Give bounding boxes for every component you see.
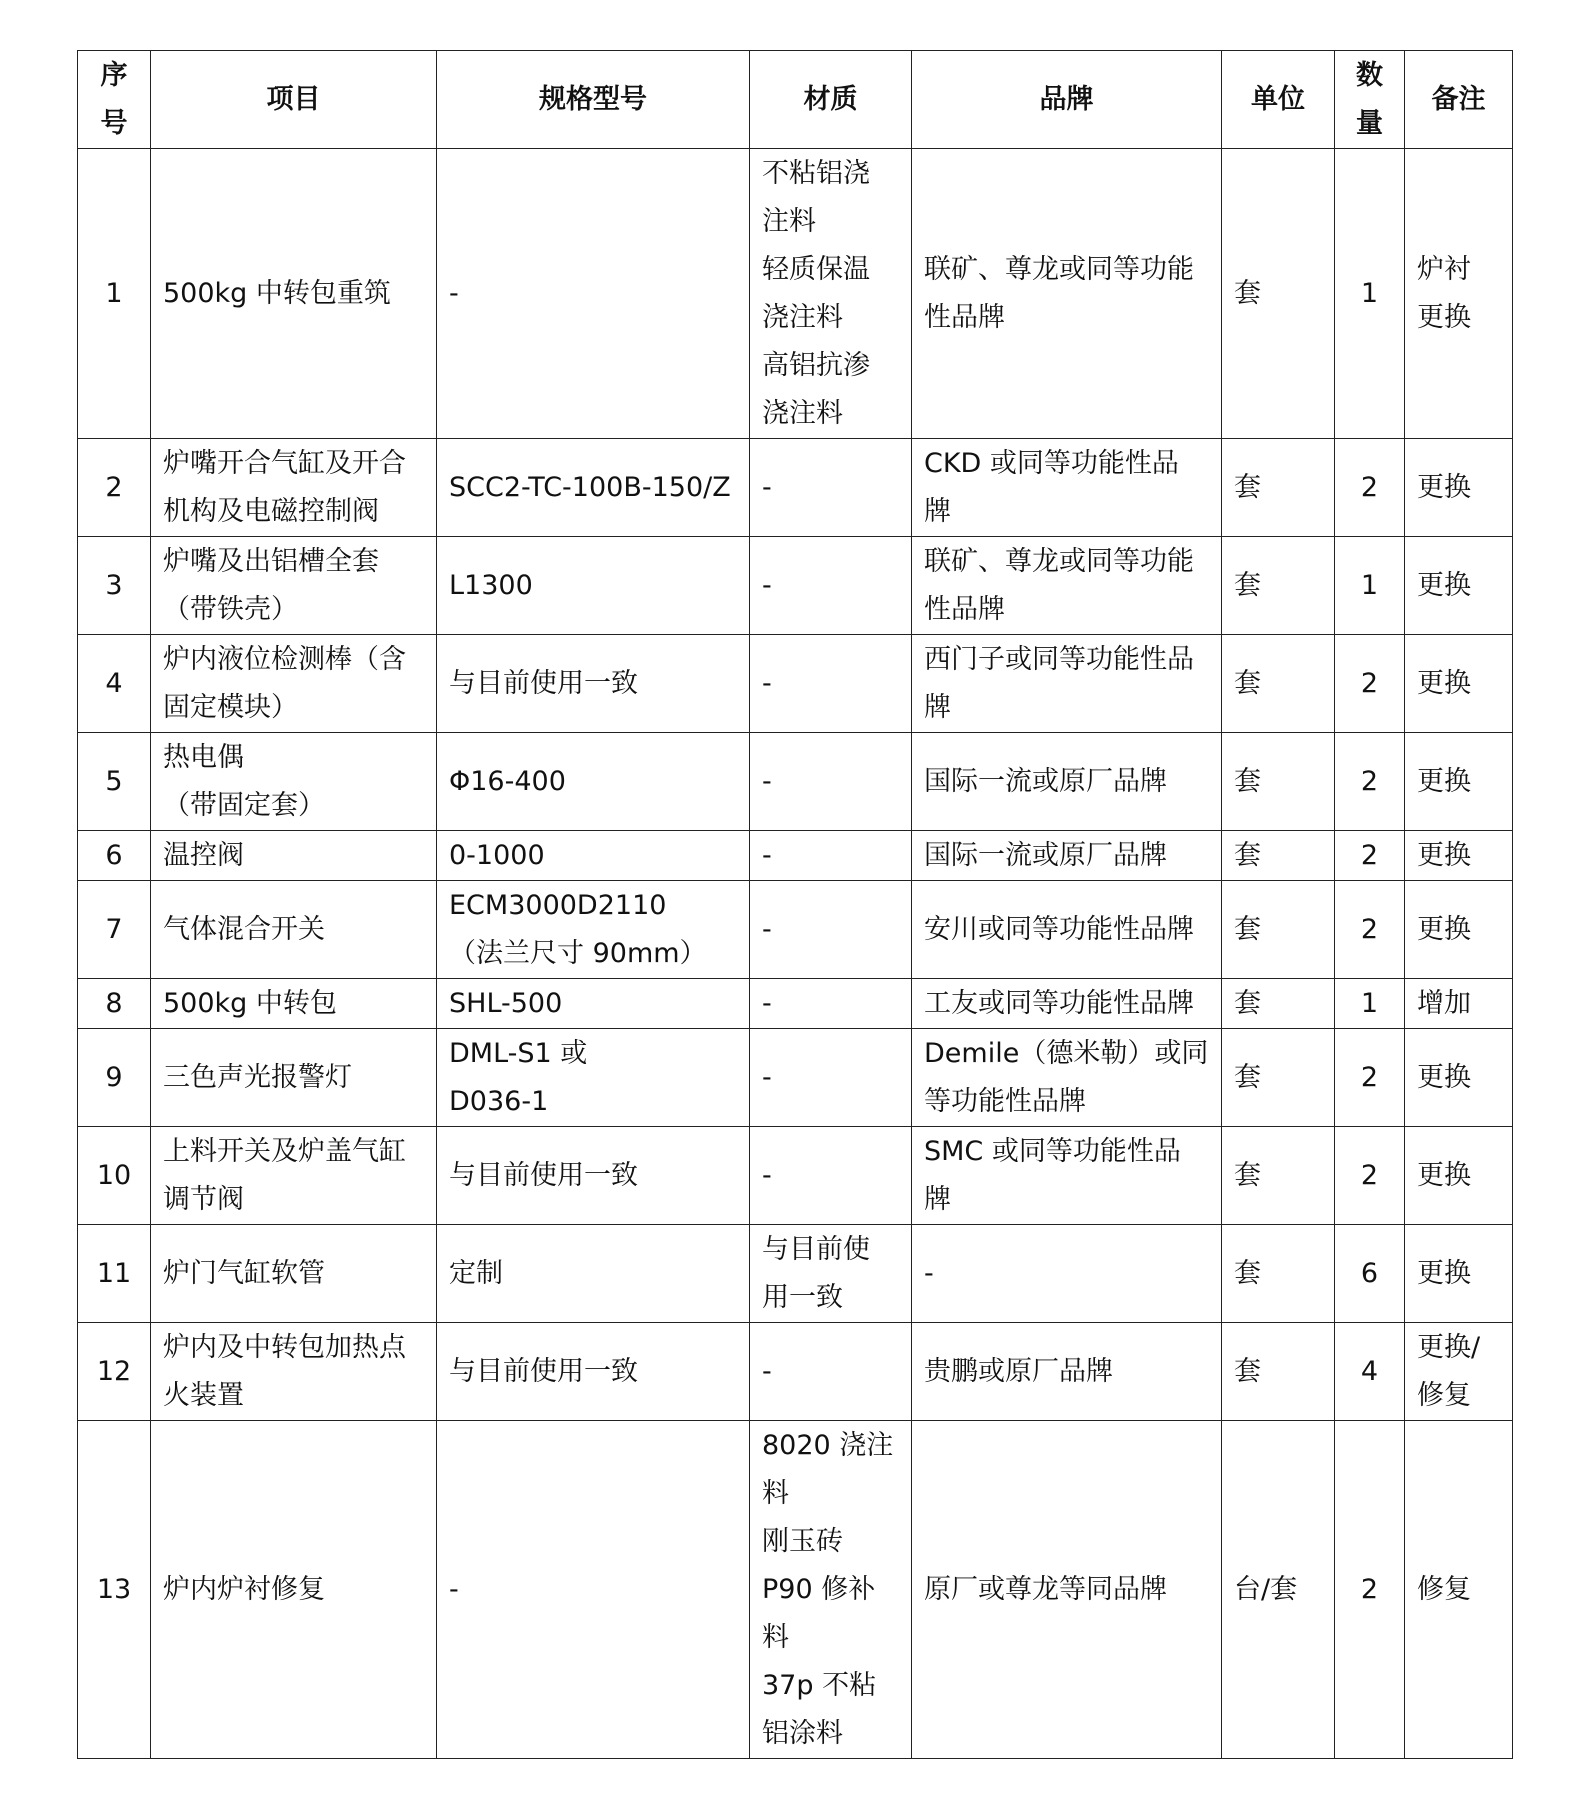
cell-item: 三色声光报警灯 — [151, 1029, 437, 1127]
table-row — [78, 1127, 1513, 1225]
cell-spec: 0-1000 — [437, 831, 750, 881]
cell-item: 炉嘴及出铝槽全套 （带铁壳） — [151, 537, 437, 635]
cell-item: 500kg 中转包重筑 — [151, 149, 437, 439]
cell-brand: 西门子或同等功能性品 牌 — [912, 635, 1222, 733]
cell-brand: 联矿、尊龙或同等功能 性品牌 — [912, 149, 1222, 439]
cell-remark: 更换 — [1405, 537, 1513, 635]
cell-no: 4 — [78, 635, 151, 733]
cell-no: 11 — [78, 1225, 151, 1323]
cell-item: 炉嘴开合气缸及开合 机构及电磁控制阀 — [151, 439, 437, 537]
table-row — [78, 537, 1513, 635]
cell-brand: - — [912, 1225, 1222, 1323]
table-row — [78, 733, 1513, 831]
cell-brand: 国际一流或原厂品牌 — [912, 831, 1222, 881]
table-body — [78, 149, 1513, 1759]
cell-no: 1 — [78, 149, 151, 439]
cell-brand: Demile（德米勒）或同 等功能性品牌 — [912, 1029, 1222, 1127]
cell-no: 5 — [78, 733, 151, 831]
cell-no: 6 — [78, 831, 151, 881]
cell-item: 温控阀 — [151, 831, 437, 881]
cell-spec: L1300 — [437, 537, 750, 635]
cell-spec: DML-S1 或 D036-1 — [437, 1029, 750, 1127]
cell-unit: 套 — [1222, 1127, 1335, 1225]
cell-item: 气体混合开关 — [151, 881, 437, 979]
header-item: 项目 — [151, 51, 437, 149]
cell-item: 上料开关及炉盖气缸 调节阀 — [151, 1127, 437, 1225]
cell-no: 12 — [78, 1323, 151, 1421]
cell-unit: 套 — [1222, 979, 1335, 1029]
cell-item: 炉内炉衬修复 — [151, 1421, 437, 1759]
header-row — [78, 51, 1513, 149]
cell-material: - — [750, 439, 912, 537]
cell-unit: 套 — [1222, 1225, 1335, 1323]
cell-qty: 2 — [1335, 881, 1405, 979]
table-row — [78, 1323, 1513, 1421]
cell-brand: 工友或同等功能性品牌 — [912, 979, 1222, 1029]
cell-qty: 1 — [1335, 149, 1405, 439]
cell-unit: 套 — [1222, 149, 1335, 439]
cell-unit: 套 — [1222, 733, 1335, 831]
cell-qty: 4 — [1335, 1323, 1405, 1421]
cell-qty: 2 — [1335, 439, 1405, 537]
cell-spec: Φ16-400 — [437, 733, 750, 831]
cell-no: 9 — [78, 1029, 151, 1127]
cell-brand: 国际一流或原厂品牌 — [912, 733, 1222, 831]
cell-qty: 2 — [1335, 733, 1405, 831]
cell-remark: 炉衬 更换 — [1405, 149, 1513, 439]
header-qty: 数 量 — [1335, 51, 1405, 149]
cell-material: - — [750, 1029, 912, 1127]
cell-remark: 更换 — [1405, 733, 1513, 831]
cell-qty: 2 — [1335, 831, 1405, 881]
header-material: 材质 — [750, 51, 912, 149]
header-unit: 单位 — [1222, 51, 1335, 149]
cell-spec: SHL-500 — [437, 979, 750, 1029]
table-row — [78, 881, 1513, 979]
cell-no: 7 — [78, 881, 151, 979]
cell-item: 热电偶 （带固定套） — [151, 733, 437, 831]
table-row — [78, 1225, 1513, 1323]
cell-material: - — [750, 1323, 912, 1421]
cell-qty: 6 — [1335, 1225, 1405, 1323]
cell-brand: 联矿、尊龙或同等功能 性品牌 — [912, 537, 1222, 635]
table-row — [78, 635, 1513, 733]
cell-spec: 与目前使用一致 — [437, 1127, 750, 1225]
cell-qty: 2 — [1335, 1029, 1405, 1127]
cell-spec: ECM3000D2110 （法兰尺寸 90mm） — [437, 881, 750, 979]
cell-spec: 与目前使用一致 — [437, 1323, 750, 1421]
table-row — [78, 149, 1513, 439]
cell-material: - — [750, 1127, 912, 1225]
header-spec: 规格型号 — [437, 51, 750, 149]
cell-remark: 更换 — [1405, 1127, 1513, 1225]
cell-material: - — [750, 979, 912, 1029]
cell-item: 500kg 中转包 — [151, 979, 437, 1029]
cell-material: - — [750, 635, 912, 733]
cell-unit: 套 — [1222, 1323, 1335, 1421]
cell-unit: 套 — [1222, 537, 1335, 635]
cell-remark: 更换 — [1405, 1225, 1513, 1323]
cell-no: 8 — [78, 979, 151, 1029]
cell-spec: 与目前使用一致 — [437, 635, 750, 733]
cell-brand: 原厂或尊龙等同品牌 — [912, 1421, 1222, 1759]
cell-qty: 2 — [1335, 635, 1405, 733]
header-brand: 品牌 — [912, 51, 1222, 149]
spec-table — [77, 50, 1513, 1759]
cell-brand: SMC 或同等功能性品 牌 — [912, 1127, 1222, 1225]
cell-unit: 套 — [1222, 831, 1335, 881]
cell-qty: 1 — [1335, 979, 1405, 1029]
cell-brand: CKD 或同等功能性品 牌 — [912, 439, 1222, 537]
cell-no: 3 — [78, 537, 151, 635]
cell-no: 13 — [78, 1421, 151, 1759]
cell-material: - — [750, 831, 912, 881]
cell-item: 炉门气缸软管 — [151, 1225, 437, 1323]
cell-no: 10 — [78, 1127, 151, 1225]
cell-remark: 更换 — [1405, 635, 1513, 733]
cell-remark: 更换 — [1405, 881, 1513, 979]
cell-remark: 更换/ 修复 — [1405, 1323, 1513, 1421]
table-row — [78, 1421, 1513, 1759]
header-no: 序 号 — [78, 51, 151, 149]
table-row — [78, 439, 1513, 537]
cell-unit: 套 — [1222, 881, 1335, 979]
cell-material: 与目前使 用一致 — [750, 1225, 912, 1323]
cell-unit: 套 — [1222, 1029, 1335, 1127]
cell-spec: - — [437, 149, 750, 439]
cell-item: 炉内液位检测棒（含 固定模块） — [151, 635, 437, 733]
cell-brand: 安川或同等功能性品牌 — [912, 881, 1222, 979]
cell-unit: 台/套 — [1222, 1421, 1335, 1759]
cell-material: 不粘铝浇 注料 轻质保温 浇注料 高铝抗渗 浇注料 — [750, 149, 912, 439]
table-row — [78, 831, 1513, 881]
cell-brand: 贵鹏或原厂品牌 — [912, 1323, 1222, 1421]
cell-remark: 增加 — [1405, 979, 1513, 1029]
cell-material: - — [750, 733, 912, 831]
header-remark: 备注 — [1405, 51, 1513, 149]
cell-unit: 套 — [1222, 439, 1335, 537]
cell-remark: 更换 — [1405, 1029, 1513, 1127]
cell-spec: SCC2-TC-100B-150/Z — [437, 439, 750, 537]
table-row — [78, 1029, 1513, 1127]
cell-remark: 修复 — [1405, 1421, 1513, 1759]
cell-remark: 更换 — [1405, 439, 1513, 537]
cell-qty: 1 — [1335, 537, 1405, 635]
cell-material: - — [750, 881, 912, 979]
table-row — [78, 979, 1513, 1029]
cell-spec: - — [437, 1421, 750, 1759]
cell-remark: 更换 — [1405, 831, 1513, 881]
cell-qty: 2 — [1335, 1127, 1405, 1225]
cell-material: 8020 浇注 料 刚玉砖 P90 修补 料 37p 不粘 铝涂料 — [750, 1421, 912, 1759]
cell-unit: 套 — [1222, 635, 1335, 733]
cell-qty: 2 — [1335, 1421, 1405, 1759]
cell-item: 炉内及中转包加热点 火装置 — [151, 1323, 437, 1421]
cell-spec: 定制 — [437, 1225, 750, 1323]
cell-no: 2 — [78, 439, 151, 537]
cell-material: - — [750, 537, 912, 635]
